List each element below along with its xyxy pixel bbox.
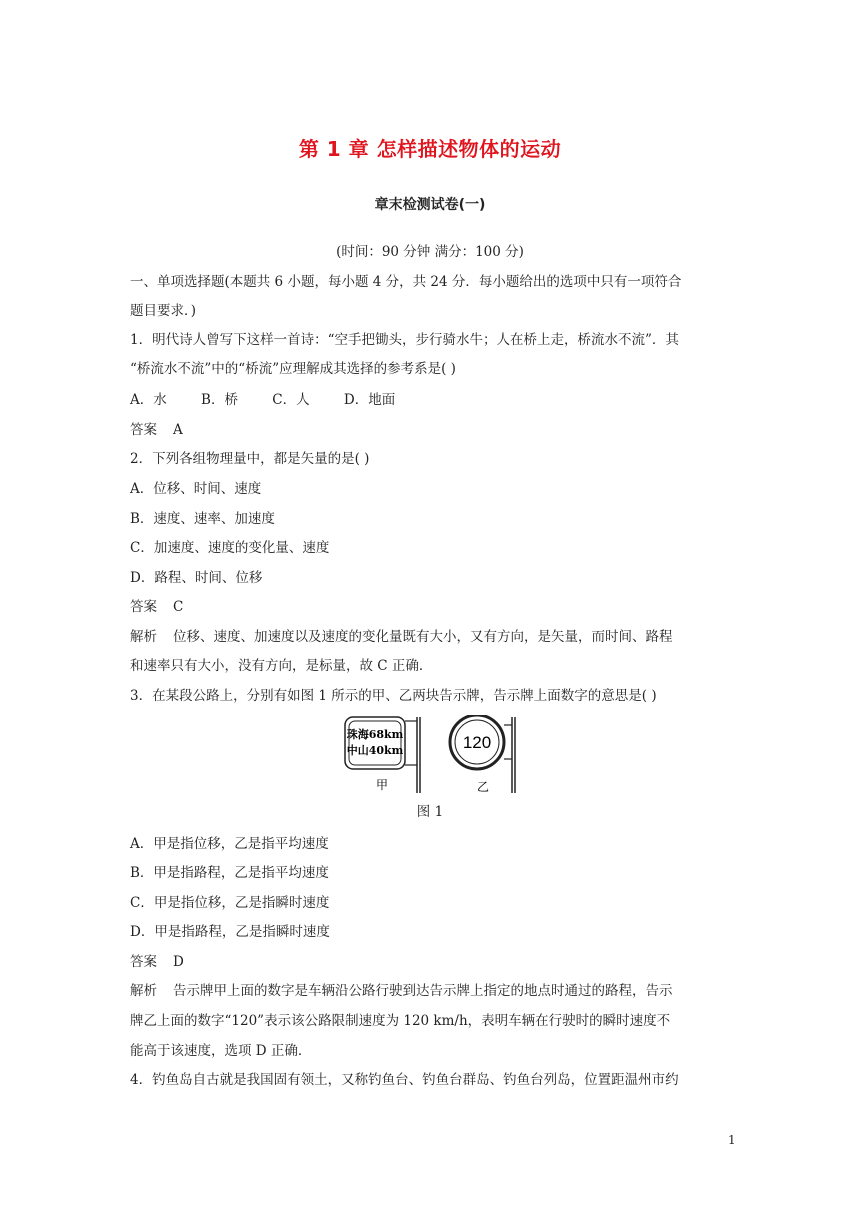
q3-analysis-line1 <box>130 979 745 999</box>
q1-option-b: B．桥 <box>201 392 238 408</box>
q3-answer-label: 答案 <box>130 954 157 970</box>
q2-analysis-line2: 和速率只有大小，没有方向，是标量，故 C 正确． <box>130 658 433 674</box>
q3-analysis-line2: 牌乙上面的数字“120”表示该公路限制速度为 120 km/h，表明车辆在行驶时的瞬时速度不 <box>130 1013 671 1029</box>
q3-stem: 3．在某段公路上，分别有如图 1 所示的甲、乙两块告示牌，告示牌上面数字的意思是( ) <box>130 688 657 704</box>
test-subtitle: 章末检测试卷(一) <box>374 197 486 213</box>
q3-analysis-label: 解析 <box>130 983 157 999</box>
figure-caption: 图 1 <box>416 804 444 820</box>
sign-jia-line2: 中山40km <box>346 744 404 757</box>
q3-answer-line <box>130 950 745 970</box>
section-heading-line2: 题目要求．) <box>130 303 197 319</box>
q2-stem: 2．下列各组物理量中，都是矢量的是( ) <box>130 451 370 467</box>
q2-answer: C <box>173 599 184 615</box>
q1-option-c: C．人 <box>272 392 310 408</box>
q1-line1: 1．明代诗人曾写下这样一首诗：“空手把锄头，步行骑水牛；人在桥上走，桥流水不流”．其 <box>130 332 679 348</box>
q1-options <box>130 388 745 408</box>
q1-line2: “桥流水不流”中的“桥流”应理解成其选择的参考系是( ) <box>130 361 456 377</box>
q3-option-c: C．甲是指位移，乙是指瞬时速度 <box>130 895 330 911</box>
q2-analysis-line1 <box>130 625 745 645</box>
q2-answer-line <box>130 595 745 615</box>
q2-analysis-label: 解析 <box>130 629 157 645</box>
figure-road-signs <box>340 715 520 795</box>
q3-option-d: D．甲是指路程，乙是指瞬时速度 <box>130 924 330 940</box>
q4-line1: 4．钓鱼岛自古就是我国固有领土，又称钓鱼台、钓鱼台群岛、钓鱼台列岛，位置距温州市约 <box>130 1072 679 1088</box>
sign-jia-line1: 珠海68km <box>346 728 404 741</box>
q1-answer: A <box>173 422 183 438</box>
q1-answer-line <box>130 418 745 438</box>
q2-option-d: D．路程、时间、位移 <box>130 570 263 586</box>
sign-yi-label: 乙 <box>476 780 490 794</box>
q3-option-b: B．甲是指路程，乙是指平均速度 <box>130 865 329 881</box>
time-info: (时间：90 分钟 满分：100 分) <box>336 244 524 260</box>
q2-analysis-text1: 位移、速度、加速度以及速度的变化量既有大小，又有方向，是矢量，而时间、路程 <box>173 629 673 645</box>
sign-jia-label: 甲 <box>375 778 389 792</box>
section-heading-line1: 一、单项选择题(本题共 6 小题，每小题 4 分，共 24 分．每小题给出的选项中只有一项符合 <box>130 274 682 290</box>
chapter-title: 第 1 章 怎样描述物体的运动 <box>298 137 562 161</box>
q1-option-a: A．水 <box>130 392 167 408</box>
sign-yi-value: 120 <box>462 733 492 752</box>
q2-option-c: C．加速度、速度的变化量、速度 <box>130 540 330 556</box>
q1-answer-label: 答案 <box>130 422 157 438</box>
q3-analysis-text1: 告示牌甲上面的数字是车辆沿公路行驶到达告示牌上指定的地点时通过的路程，告示 <box>173 983 673 999</box>
q2-option-b: B．速度、速率、加速度 <box>130 511 275 527</box>
q3-answer: D <box>173 954 184 970</box>
q2-answer-label: 答案 <box>130 599 157 615</box>
q3-option-a: A．甲是指位移，乙是指平均速度 <box>130 836 329 852</box>
sign-jia-border <box>345 717 405 769</box>
page-number: 1 <box>728 1133 736 1147</box>
q1-option-d: D．地面 <box>343 392 396 408</box>
q2-option-a: A．位移、时间、速度 <box>130 481 262 497</box>
q3-analysis-line3: 能高于该速度，选项 D 正确． <box>130 1043 312 1059</box>
